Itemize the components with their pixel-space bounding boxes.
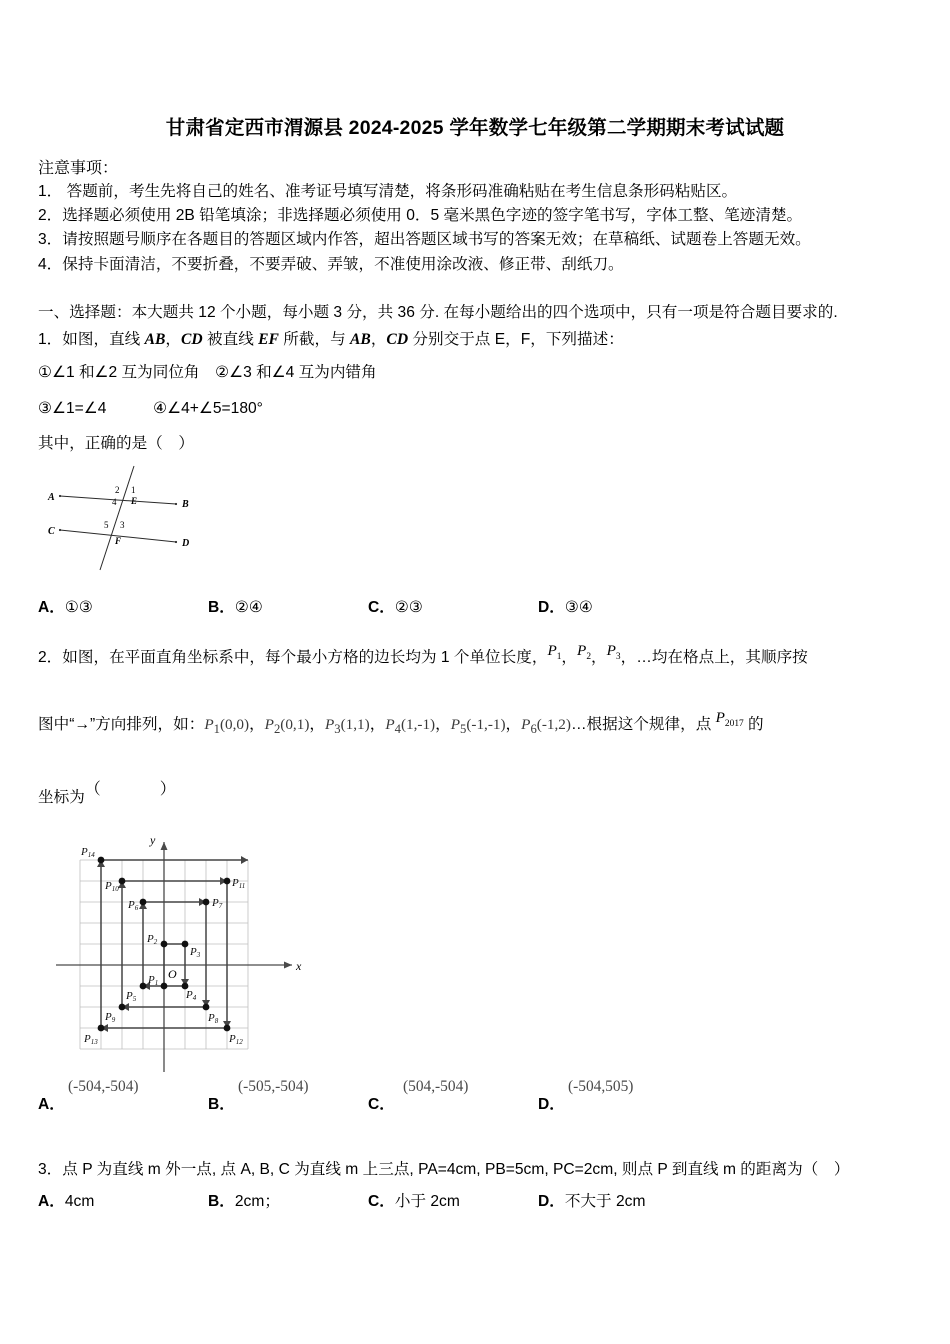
q2-label-P6: P6 — [128, 899, 139, 912]
notice-heading: 注意事项： — [38, 160, 119, 177]
q2-coord-3 — [325, 716, 370, 737]
question-1-prompt: 其中，正确的是（ ） — [38, 435, 194, 452]
q2-point-p2017-letter: P — [715, 709, 725, 726]
q1-line-cd-1: CD — [181, 331, 203, 348]
q2-point-p1 — [547, 642, 561, 662]
x-axis-arrow-icon — [284, 962, 292, 969]
q2-label-P6-sub: 6 — [134, 904, 139, 912]
q2-coord-2-sub: 2 — [273, 722, 281, 737]
q2-answer-blank: （ ） — [84, 781, 185, 798]
q2-coord-4-sub: 4 — [394, 722, 401, 737]
q2-label-P7-sub: 7 — [218, 902, 223, 910]
q2-label-P10: P10 — [105, 880, 119, 893]
q2-option-c-label: C． — [368, 1096, 395, 1113]
q2-label-P13: P13 — [84, 1033, 98, 1046]
q3-option-d-value: 不大于 2cm — [564, 1193, 646, 1210]
q2-option-a-value: (-504,-504) — [68, 1078, 139, 1095]
q2-stem-text-c: 均在格点上，其顺序按 — [651, 649, 808, 666]
notice-item-3: 3．请按照题号顺序在各题目的答题区域内作答，超出答题区域书写的答案无效；在草稿纸、试题卷上答题无效。 — [38, 231, 811, 248]
q2-coord-5 — [450, 716, 506, 737]
q1-text-d: 所截，与 — [278, 331, 350, 348]
q1-option-c-label: C． — [368, 599, 395, 616]
q2-label-P2: P2 — [147, 933, 158, 946]
q2-coord-6-value: (-1,2) — [536, 716, 571, 733]
q3-option-c-label: C． — [368, 1193, 395, 1210]
q2-label-P8: P8 — [208, 1012, 219, 1025]
q2-option-b-value: (-505,-504) — [238, 1078, 309, 1095]
question-2-number: 2． — [38, 649, 63, 666]
q1-line-ab-2: AB — [350, 331, 371, 348]
q2-label-P14-sub: 14 — [87, 851, 95, 859]
q3-option-d[interactable] — [538, 1189, 645, 1211]
q3-option-b-label: B． — [208, 1193, 235, 1210]
q2-axis-label-x: x — [296, 959, 302, 973]
q2-label-P5: P5 — [126, 990, 137, 1003]
q2-ellipsis: … — [636, 649, 652, 666]
q2-l2-text-d: 的 — [743, 716, 764, 733]
q2-point-p3 — [607, 642, 621, 662]
q2-coord-3-sub: 3 — [334, 722, 341, 737]
q1-option-a[interactable] — [38, 595, 93, 617]
q1-label-A: A — [48, 492, 55, 503]
q2-label-P3: P3 — [190, 946, 201, 959]
q1-label-C: C — [48, 526, 55, 537]
q1-text-f: 分别交于点 E，F，下列描述： — [408, 331, 624, 348]
q1-text-c: 被直线 — [202, 331, 259, 348]
page-title: 甘肃省定西市渭源县 2024-2025 学年数学七年级第二学期期末考试试题 — [165, 117, 785, 139]
q2-point-p1-sub: 1 — [556, 652, 562, 663]
q2-coord-ellipsis: … — [570, 716, 587, 733]
q2-point-p1-letter: P — [547, 642, 557, 659]
q2-coord-2-letter: P — [264, 716, 274, 733]
q3-option-a[interactable] — [38, 1189, 94, 1211]
q3-option-c-value: 小于 2cm — [394, 1193, 460, 1210]
q2-coord-2-value: (0,1) — [280, 716, 310, 733]
q1-line-ef: EF — [258, 331, 279, 348]
q2-coord-6-letter: P — [521, 716, 531, 733]
q3-option-d-label: D． — [538, 1193, 565, 1210]
q2-coord-6-sub: 6 — [530, 722, 537, 737]
question-2-stem — [38, 642, 928, 669]
q2-label-P1-sub: 1 — [154, 979, 159, 987]
question-1-number: 1． — [38, 331, 63, 348]
q2-comma-2: ， — [591, 649, 607, 666]
q2-option-d-value: (-504,505) — [568, 1078, 634, 1095]
q2-point-p3-sub: 3 — [615, 652, 621, 663]
q1-option-d-label: D． — [538, 599, 565, 616]
q2-stem-text-a: 如图，在平面直角坐标系中，每个最小方格的边长均为 1 个单位长度， — [62, 649, 548, 666]
q2-coord-1-value: (0,0) — [219, 716, 250, 733]
notice-item-2: 2．选择题必须使用 2B 铅笔填涂；非选择题必须使用 0．5 毫米黑色字迹的签字笔书写，字体工整、笔迹清楚。 — [38, 207, 803, 224]
q1-option-c[interactable] — [368, 595, 423, 617]
q2-coord-3-value: (1,1) — [340, 716, 370, 733]
q2-coord-5-letter: P — [450, 716, 460, 733]
q2-coord-5-value: (-1,-1) — [466, 716, 506, 733]
q2-point-p2017-sub: 2017 — [724, 719, 744, 730]
q2-option-c-value: (504,-504) — [403, 1078, 469, 1095]
q1-text-e: ， — [370, 331, 387, 348]
q1-option-b-value: ②④ — [234, 599, 263, 616]
q2-label-P12-sub: 12 — [235, 1038, 243, 1046]
q1-option-b[interactable] — [208, 595, 263, 617]
q3-option-c[interactable] — [368, 1189, 460, 1211]
q2-label-P7: P7 — [212, 897, 223, 910]
q1-angle-4: 4 — [112, 497, 117, 507]
q2-option-d[interactable] — [538, 1092, 565, 1114]
q3-option-a-label: A． — [38, 1193, 65, 1210]
q2-option-c[interactable] — [368, 1092, 395, 1114]
q2-label-P3-sub: 3 — [196, 951, 201, 959]
q2-coord-5-sub: 5 — [460, 722, 467, 737]
q2-point-p2-sub: 2 — [586, 652, 592, 663]
q2-label-P1: P1 — [148, 974, 159, 987]
y-axis-arrow-icon — [161, 842, 168, 850]
q2-coord-1-letter: P — [204, 716, 214, 733]
question-1-figure-parallel-lines — [42, 462, 258, 574]
q2-coord-2 — [264, 716, 310, 737]
q2-label-P14: P14 — [81, 846, 95, 859]
q2-point-p2017 — [716, 709, 744, 729]
q1-angle-3: 3 — [120, 520, 125, 530]
q2-coord-3-letter: P — [325, 716, 335, 733]
q2-label-P11-sub: 11 — [238, 882, 246, 890]
q1-line-cd-2: CD — [386, 331, 409, 348]
q1-line-ab-1: AB — [144, 331, 166, 348]
q1-option-a-label: A． — [38, 599, 65, 616]
q1-text-b: ， — [165, 331, 182, 348]
q1-angle-2: 2 — [115, 485, 120, 495]
q2-point-p2 — [577, 642, 591, 662]
q3-option-b[interactable] — [208, 1189, 280, 1211]
q1-label-F: F — [115, 536, 122, 546]
notice-item-1: 1． 答题前，考生先将自己的姓名、准考证号填写清楚，将条形码准确粘贴在考生信息条形码粘贴区。 — [38, 183, 738, 200]
q3-option-a-value: 4cm — [64, 1193, 95, 1210]
q1-option-a-value: ①③ — [64, 599, 93, 616]
q2-point-p3-letter: P — [606, 642, 616, 659]
q2-label-P13-sub: 13 — [90, 1038, 98, 1046]
section-heading-choice: 一、选择题：本大题共 12 个小题，每小题 3 分，共 36 分. 在每小题给出的四个选项中，只有一项是符合题目要求的. — [38, 304, 838, 321]
q1-label-E: E — [131, 496, 138, 506]
q1-option-d[interactable] — [538, 595, 593, 617]
q1-angle-1: 1 — [131, 485, 136, 495]
question-1-description-2: ③∠1=∠4 ④∠4+∠5=180° — [38, 400, 263, 417]
q2-label-P4: P4 — [186, 989, 197, 1002]
q2-coord-1 — [204, 716, 250, 737]
q2-coord-4-value: (1,-1) — [400, 716, 436, 733]
q2-l2-text-c: 根据这个规律，点 — [586, 716, 716, 733]
question-3-stem — [38, 1157, 849, 1179]
q2-label-P5-sub: 5 — [132, 995, 137, 1003]
arrow-right-icon: → — [74, 716, 90, 733]
question-1-description-1: ①∠1 和∠2 互为同位角 ②∠3 和∠4 互为内错角 — [38, 364, 377, 381]
q1-angle-5: 5 — [104, 520, 109, 530]
q2-coord-4-letter: P — [385, 716, 395, 733]
q1-text-a: 如图，直线 — [62, 331, 145, 348]
q2-l3-text: 坐标为 — [38, 789, 85, 806]
q2-label-P2-sub: 2 — [153, 938, 158, 946]
q2-origin-label: O — [168, 967, 177, 981]
q2-label-P9: P9 — [105, 1011, 116, 1024]
q2-comma-3: ， — [620, 649, 637, 666]
q3-option-b-value: 2cm； — [234, 1193, 280, 1210]
question-2-stem-line2: 图中“→”方向排列，如：$P_1(0,0)$，$P_2(0,1)$，$P_3(1,1)$，$P_4(1,-1)$，$P_5(-1,-1)$，$P_6(-1,2)\dots$根据这个规律，点 $P_{2017}$ 的 — [38, 709, 764, 737]
q1-label-D: D — [182, 538, 190, 549]
q2-option-d-label: D． — [538, 1096, 565, 1113]
q3-stem-text: 点 P 为直线 m 外一点, 点 A, B, C 为直线 m 上三点, PA=4cm, PB=5cm, PC=2cm, 则点 P 到直线 m 的距离为（ ） — [62, 1161, 850, 1178]
q2-label-P4-sub: 4 — [192, 994, 197, 1002]
q2-axis-label-y: y — [150, 833, 156, 847]
q2-comma-1: ， — [561, 649, 578, 666]
q2-option-a-label: A． — [38, 1096, 65, 1113]
q2-option-a[interactable] — [38, 1092, 65, 1114]
q2-label-P9-sub: 9 — [111, 1016, 116, 1024]
question-2-figure-coordinate-spiral — [56, 826, 314, 1082]
q2-l2-text-b: ”方向排列，如： — [89, 716, 205, 733]
q2-label-P8-sub: 8 — [214, 1017, 219, 1025]
q2-coord-6 — [521, 716, 571, 737]
q2-l2-text-a: 图中“ — [38, 716, 75, 733]
q1-label-B: B — [182, 499, 189, 510]
q1-option-d-value: ③④ — [564, 599, 593, 616]
q2-point-p2-letter: P — [577, 642, 587, 659]
q2-label-P10-sub: 10 — [111, 885, 119, 893]
q2-label-P11: P11 — [232, 877, 246, 890]
question-3-number: 3． — [38, 1161, 63, 1178]
q1-option-b-label: B． — [208, 599, 235, 616]
q2-coord-1-sub: 1 — [213, 722, 220, 737]
q2-coord-4 — [385, 716, 436, 737]
question-2-stem-line3 — [38, 781, 185, 807]
q1-option-c-value: ②③ — [394, 599, 423, 616]
question-1-stem — [38, 327, 624, 349]
q2-option-b-label: B． — [208, 1096, 235, 1113]
q2-option-b[interactable] — [208, 1092, 235, 1114]
notice-item-4: 4．保持卡面清洁，不要折叠，不要弄破、弄皱，不准使用涂改液、修正带、刮纸刀。 — [38, 256, 624, 273]
q2-label-P12: P12 — [229, 1033, 243, 1046]
